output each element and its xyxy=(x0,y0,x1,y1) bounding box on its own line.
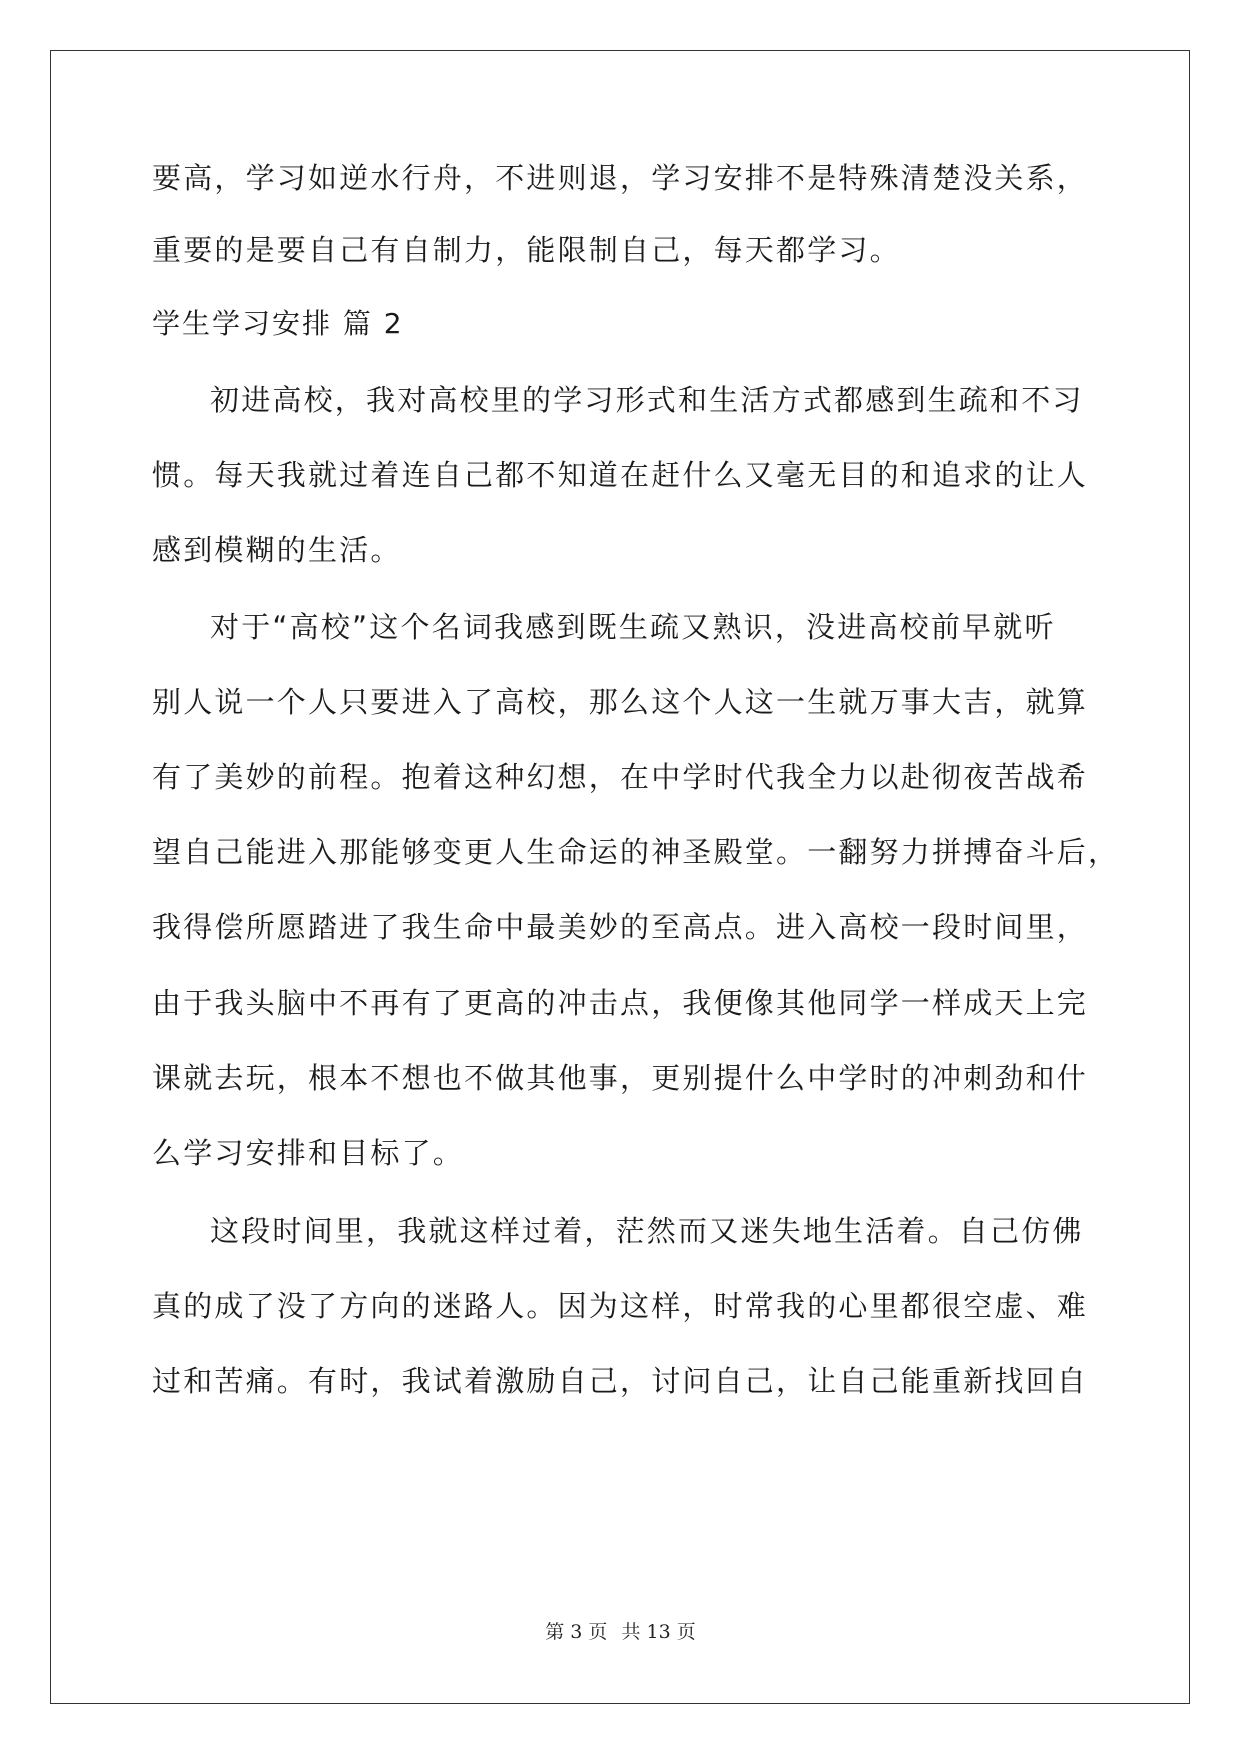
paragraph-line: 惯。每天我就过着连自己都不知道在赶什么又毫无目的和追求的让人 xyxy=(152,458,1089,492)
paragraph-line: 么学习安排和目标了。 xyxy=(152,1136,465,1170)
paragraph-line: 要高，学习如逆水行舟，不进则退，学习安排不是特殊清楚没关系， xyxy=(152,161,1089,195)
paragraph-line: 感到模糊的生活。 xyxy=(152,533,402,567)
paragraph-line: 对于“高校”这个名词我感到既生疏又熟识，没进高校前早就听 xyxy=(210,610,1056,644)
total-pages: 共 13 页 xyxy=(621,1621,696,1643)
paragraph-line: 过和苦痛。有时，我试着激励自己，讨问自己，让自己能重新找回自 xyxy=(152,1364,1089,1398)
section-heading: 学生学习安排 篇 2 xyxy=(152,307,404,340)
paragraph-line: 初进高校，我对高校里的学习形式和生活方式都感到生疏和不习 xyxy=(210,383,1084,417)
paragraph-line: 由于我头脑中不再有了更高的冲击点，我便像其他同学一样成天上完 xyxy=(152,986,1089,1020)
paragraph-line: 有了美妙的前程。抱着这种幻想，在中学时代我全力以赴彻夜苦战希 xyxy=(152,760,1089,794)
page-frame xyxy=(50,50,1190,1704)
paragraph-line: 望自己能进入那能够变更人生命运的神圣殿堂。一翻努力拼搏奋斗后， xyxy=(152,835,1120,869)
page-number: 第 3 页 xyxy=(545,1621,608,1643)
page-footer xyxy=(0,1617,1241,1644)
paragraph-line: 真的成了没了方向的迷路人。因为这样，时常我的心里都很空虚、难 xyxy=(152,1289,1089,1323)
paragraph-line: 重要的是要自己有自制力，能限制自己，每天都学习。 xyxy=(152,233,901,267)
paragraph-line: 别人说一个人只要进入了高校，那么这个人这一生就万事大吉，就算 xyxy=(152,685,1089,719)
paragraph-line: 我得偿所愿踏进了我生命中最美妙的至高点。进入高校一段时间里， xyxy=(152,910,1089,944)
paragraph-line: 课就去玩，根本不想也不做其他事，更别提什么中学时的冲刺劲和什 xyxy=(152,1061,1089,1095)
paragraph-line: 这段时间里，我就这样过着，茫然而又迷失地生活着。自己仿佛 xyxy=(210,1214,1084,1248)
